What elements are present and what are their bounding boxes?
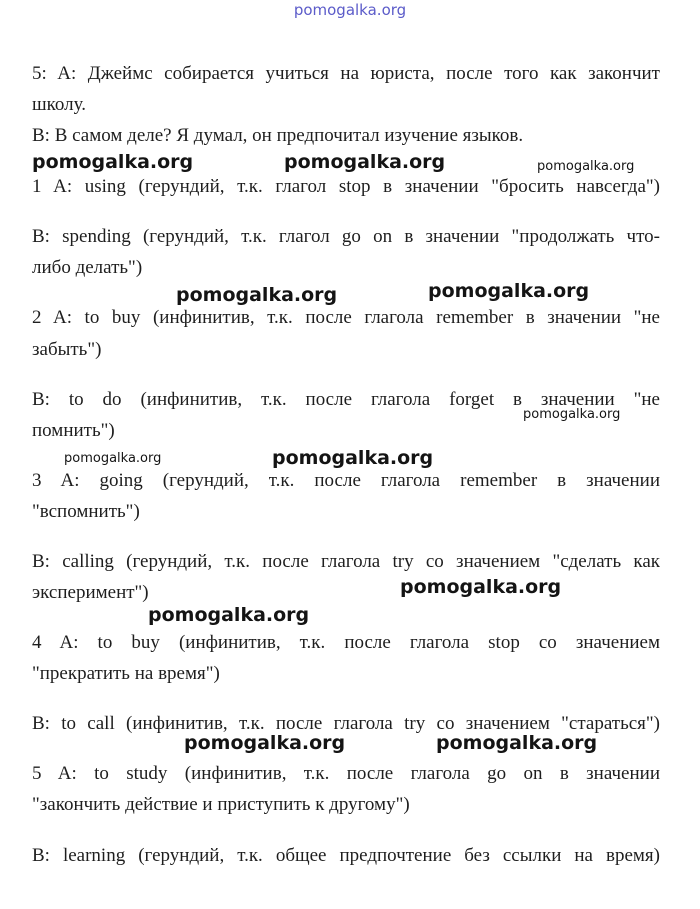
text-line: "вспомнить") (32, 501, 140, 522)
watermark: pomogalka.org (537, 159, 635, 174)
text-line: "закончить действие и приступить к другому") (32, 794, 410, 815)
text-line: 3 A: going (герундий, т.к. после глагола remember в значении (32, 470, 660, 491)
text-line: "прекратить на время") (32, 663, 220, 684)
text-line: B: calling (герундий, т.к. после глагола try со значением "сделать как (32, 551, 660, 572)
text-line: эксперимент") (32, 582, 149, 603)
watermark: pomogalka.org (148, 604, 310, 626)
watermark: pomogalka.org (284, 151, 446, 173)
text-line: 4 A: to buy (инфинитив, т.к. после глагола stop со значением (32, 632, 660, 653)
text-line: B: learning (герундий, т.к. общее предпочтение без ссылки на время) (32, 845, 660, 866)
text-line: помнить") (32, 420, 115, 441)
text-line: B: spending (герундий, т.к. глагол go on в значении "продолжать что- (32, 226, 660, 247)
watermark: pomogalka.org (436, 732, 598, 754)
text-line: школу. (32, 94, 86, 115)
text-line: забыть") (32, 339, 102, 360)
watermark: pomogalka.org (523, 407, 621, 422)
header-watermark: pomogalka.org (293, 1, 407, 19)
watermark: pomogalka.org (428, 280, 590, 302)
watermark: pomogalka.org (400, 576, 562, 598)
text-line: B: to do (инфинитив, т.к. после глагола forget в значении "не (32, 389, 660, 410)
text-line: 5 A: to study (инфинитив, т.к. после глагола go on в значении (32, 763, 660, 784)
watermark: pomogalka.org (64, 451, 162, 466)
watermark: pomogalka.org (32, 151, 194, 173)
text-line: 1 A: using (герундий, т.к. глагол stop в значении "бросить навсегда") (32, 176, 660, 197)
text-line: либо делать") (32, 257, 143, 278)
text-line: B: to call (инфинитив, т.к. после глагола try со значением "стараться") (32, 713, 660, 734)
watermark: pomogalka.org (176, 284, 338, 306)
text-line: 5: A: Джеймс собирается учиться на юриста, после того как закончит (32, 63, 660, 84)
text-line: B: В самом деле? Я думал, он предпочитал изучение языков. (32, 125, 524, 146)
watermark: pomogalka.org (184, 732, 346, 754)
watermark: pomogalka.org (272, 447, 434, 469)
text-line: 2 A: to buy (инфинитив, т.к. после глагола remember в значении "не (32, 307, 660, 328)
